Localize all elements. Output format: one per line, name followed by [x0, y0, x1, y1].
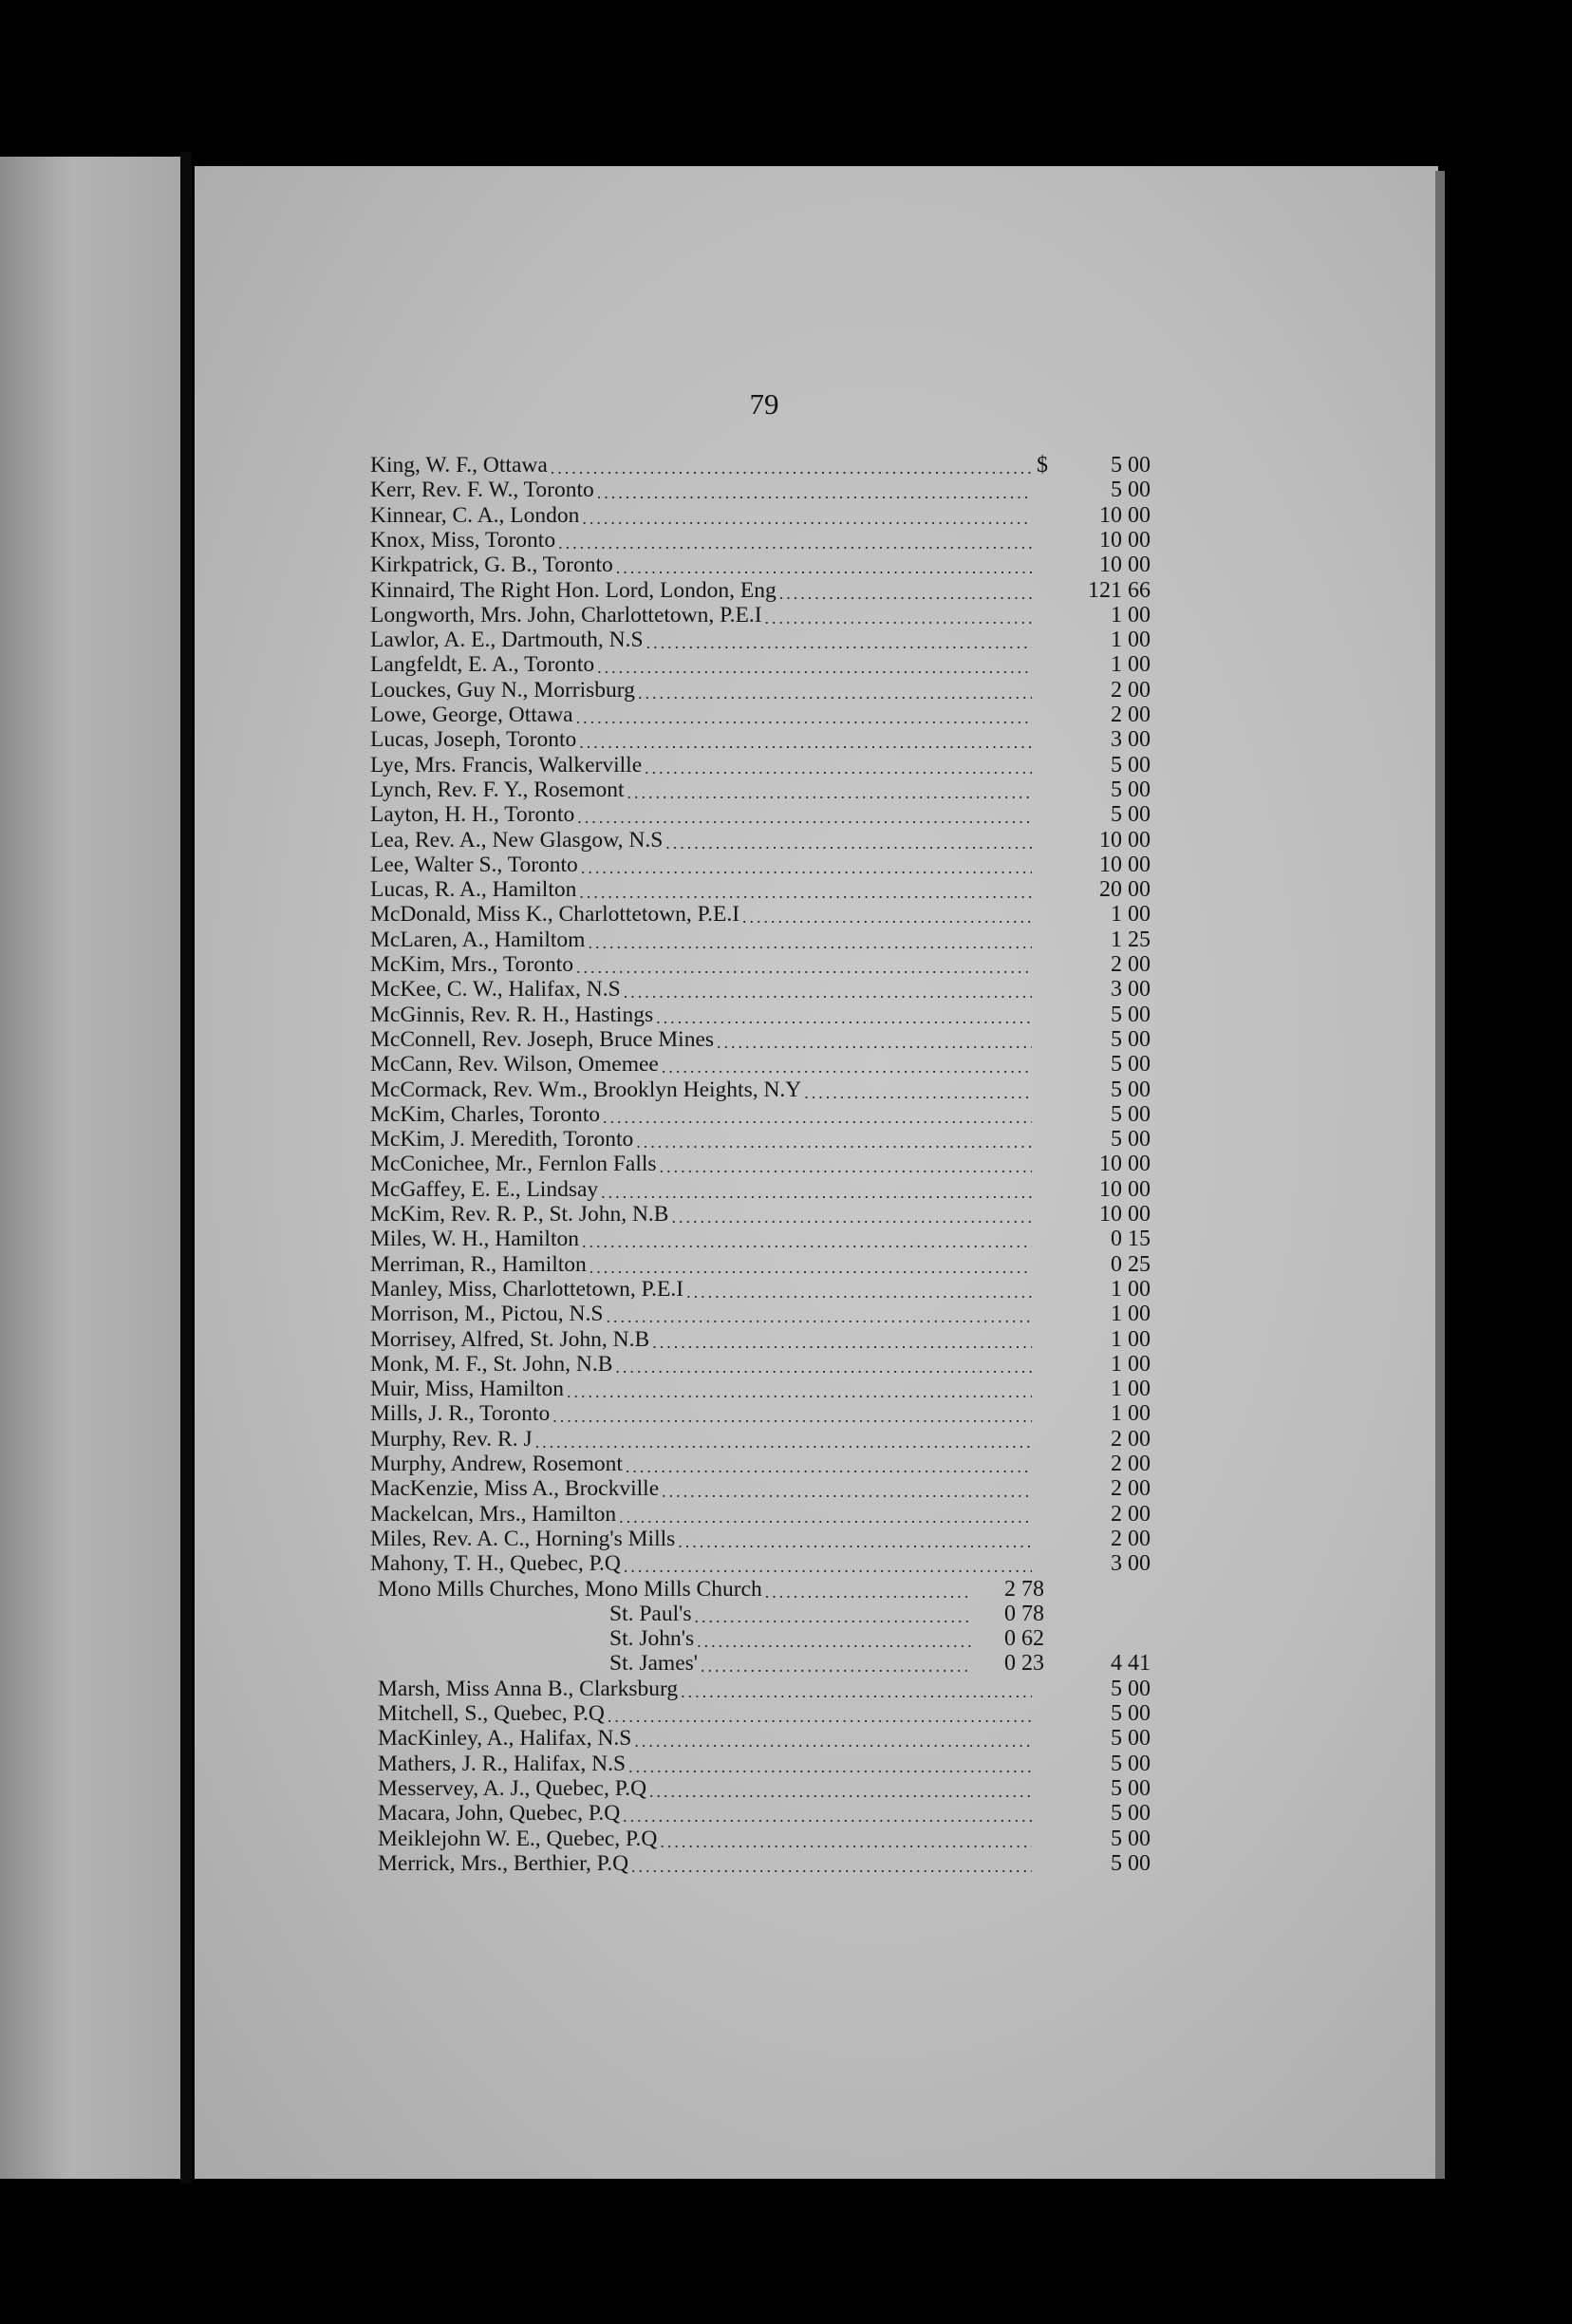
dot-leader	[701, 1656, 971, 1677]
amount-cents: 15	[1128, 1227, 1151, 1252]
list-item	[370, 877, 1566, 903]
entry-name: Murphy, Andrew, Rosemont	[370, 1452, 623, 1476]
currency-symbol: $	[1037, 453, 1048, 478]
amount-dollars: 2	[1111, 703, 1122, 727]
amount-dollars: 5	[1111, 1775, 1122, 1801]
subtotal-dollars: 0	[1004, 1601, 1016, 1626]
subtotal-dollars: 0	[1004, 1651, 1016, 1677]
list-item	[378, 1776, 1572, 1802]
amount-cents: 00	[1128, 1077, 1151, 1102]
entry-name: Miles, W. H., Hamilton	[370, 1227, 579, 1252]
entry-name: Lucas, Joseph, Toronto	[370, 727, 577, 753]
amount-dollars: 1	[1111, 1302, 1122, 1327]
amount-cents: 00	[1128, 1002, 1151, 1027]
subtotal-cents: 78	[1021, 1601, 1044, 1626]
dot-leader	[671, 1207, 1032, 1228]
amount-cents: 00	[1128, 1351, 1151, 1377]
page-number: 79	[749, 387, 779, 421]
dot-leader	[656, 1007, 1032, 1028]
entry-name: St. Paul's	[609, 1601, 692, 1626]
amount-dollars: 2	[1111, 1476, 1122, 1502]
entry-name: Macara, John, Quebec, P.Q	[378, 1801, 621, 1827]
list-item	[370, 603, 1566, 628]
dot-leader	[627, 782, 1032, 803]
entry-name: McCormack, Rev. Wm., Brooklyn Heights, N.Y	[370, 1077, 802, 1102]
amount-cents: 00	[1128, 1551, 1151, 1577]
amount-dollars: 1	[1111, 1326, 1122, 1352]
amount-cents: 00	[1128, 1052, 1151, 1078]
dot-leader	[695, 1606, 971, 1627]
amount-cents: 00	[1128, 703, 1151, 727]
amount-cents: 00	[1128, 952, 1151, 977]
entry-name: McGaffey, E. E., Lindsay	[370, 1176, 599, 1202]
amount-cents: 00	[1128, 1202, 1151, 1227]
amount-dollars: 5	[1111, 802, 1122, 828]
entry-name: Murphy, Rev. R. J	[370, 1426, 533, 1452]
list-item	[370, 977, 1566, 1003]
dot-leader	[558, 533, 1032, 553]
entry-name: Langfeldt, E. A., Toronto	[370, 652, 595, 678]
entry-name: Marsh, Miss Anna B., Clarksburg	[378, 1676, 679, 1701]
dot-leader	[665, 833, 1032, 853]
amount-cents: 00	[1128, 1501, 1151, 1527]
entry-name: Lye, Mrs. Francis, Walkerville	[370, 752, 643, 778]
list-item	[370, 1502, 1566, 1527]
amount-cents: 00	[1128, 1176, 1151, 1202]
entry-name: Manley, Miss, Charlottetown, P.E.I	[370, 1276, 684, 1302]
list-item	[370, 652, 1566, 678]
entry-name: Mahony, T. H., Quebec, P.Q	[370, 1551, 621, 1577]
entry-name: Knox, Miss, Toronto	[370, 527, 556, 553]
entry-name: Monk, M. F., St. John, N.B	[370, 1351, 613, 1377]
amount-dollars: 1	[1111, 652, 1122, 678]
entry-name: Kirkpatrick, G. B., Toronto	[370, 553, 613, 578]
amount-cents: 00	[1128, 1152, 1151, 1177]
dot-leader	[638, 683, 1032, 703]
amount-cents: 00	[1128, 453, 1151, 478]
entry-name: Muir, Miss, Hamilton	[370, 1377, 565, 1402]
entry-name: Miles, Rev. A. C., Horning's Mills	[370, 1526, 676, 1551]
amount-cents: 00	[1128, 527, 1151, 553]
list-item	[370, 1277, 1566, 1303]
list-item	[370, 1127, 1566, 1153]
amount-cents: 00	[1128, 1426, 1151, 1452]
dot-leader	[588, 932, 1032, 953]
amount-dollars: 5	[1111, 777, 1122, 802]
amount-dollars: 2	[1111, 1526, 1122, 1551]
list-item	[370, 678, 1566, 703]
dot-leader	[804, 1082, 1032, 1103]
amount-dollars: 2	[1111, 1501, 1122, 1527]
amount-dollars: 4	[1111, 1651, 1122, 1677]
amount-dollars: 1	[1111, 1351, 1122, 1377]
dot-leader	[631, 1856, 1032, 1877]
list-item	[370, 1427, 1566, 1452]
list-item	[370, 528, 1566, 553]
dot-leader	[577, 807, 1032, 828]
dot-leader	[616, 557, 1032, 578]
amount-cents: 00	[1128, 1701, 1151, 1726]
amount-dollars: 2	[1111, 952, 1122, 977]
list-item	[609, 1626, 1572, 1652]
dot-leader	[535, 1432, 1032, 1452]
entry-name: Lynch, Rev. F. Y., Rosemont	[370, 777, 625, 802]
amount-cents: 00	[1128, 752, 1151, 778]
amount-cents: 00	[1128, 1452, 1151, 1476]
dot-leader	[567, 1381, 1032, 1402]
entry-name: Lawlor, A. E., Dartmouth, N.S	[370, 628, 644, 653]
dot-leader	[649, 1781, 1032, 1802]
amount-dollars: 5	[1111, 1077, 1122, 1102]
amount-dollars: 5	[1111, 1676, 1122, 1701]
list-item	[370, 1102, 1566, 1128]
dot-leader	[608, 1706, 1032, 1727]
entry-name: McLaren, A., Hamiltom	[370, 927, 586, 952]
entry-name: Kerr, Rev. F. W., Toronto	[370, 478, 594, 503]
list-item	[370, 478, 1566, 503]
dot-leader	[636, 1132, 1032, 1153]
amount-dollars: 0	[1111, 1251, 1122, 1277]
amount-cents: 00	[1128, 1801, 1151, 1827]
dot-leader	[765, 608, 1032, 628]
amount-cents: 00	[1128, 1377, 1151, 1402]
amount-dollars: 5	[1111, 1026, 1122, 1052]
list-item	[609, 1651, 1572, 1677]
amount-dollars: 5	[1111, 1826, 1122, 1851]
amount-cents: 00	[1128, 1476, 1151, 1502]
list-item	[370, 1052, 1566, 1078]
entry-name: McKee, C. W., Halifax, N.S	[370, 977, 621, 1003]
dot-leader	[606, 1306, 1032, 1327]
dot-leader	[597, 482, 1032, 503]
entry-name: Merrick, Mrs., Berthier, P.Q	[378, 1850, 629, 1876]
entry-name: MacKinley, A., Halifax, N.S	[378, 1726, 632, 1752]
list-item	[370, 1352, 1566, 1378]
list-item	[370, 1401, 1566, 1427]
list-item	[370, 1527, 1566, 1552]
amount-cents: 00	[1128, 802, 1151, 828]
entry-name: McKim, Rev. R. P., St. John, N.B	[370, 1202, 669, 1227]
list-item	[370, 1078, 1566, 1103]
entry-name: McKim, J. Meredith, Toronto	[370, 1127, 634, 1153]
entry-name: Morrisey, Alfred, St. John, N.B	[370, 1326, 650, 1352]
amount-cents: 00	[1128, 1401, 1151, 1427]
entry-name: Lea, Rev. A., New Glasgow, N.S	[370, 827, 664, 853]
list-item	[370, 503, 1566, 529]
dot-leader	[765, 1582, 971, 1602]
dot-leader	[779, 583, 1032, 604]
list-item	[378, 1752, 1572, 1777]
amount-dollars: 5	[1111, 1002, 1122, 1027]
list-item	[378, 1851, 1572, 1877]
amount-cents: 00	[1128, 478, 1151, 503]
amount-dollars: 3	[1111, 977, 1122, 1003]
dot-leader	[601, 1182, 1032, 1203]
list-item	[370, 553, 1566, 578]
amount-cents: 00	[1128, 1526, 1151, 1551]
amount-cents: 00	[1128, 877, 1151, 903]
amount-cents: 41	[1128, 1651, 1151, 1677]
amount-cents: 00	[1128, 602, 1151, 628]
amount-dollars: 1	[1111, 602, 1122, 628]
amount-cents: 00	[1128, 777, 1151, 802]
dot-leader	[646, 632, 1032, 653]
dot-leader	[551, 458, 1032, 478]
amount-cents: 00	[1128, 1826, 1151, 1851]
list-item	[378, 1701, 1572, 1727]
list-item	[378, 1801, 1572, 1827]
list-item	[370, 1202, 1566, 1228]
amount-cents: 66	[1128, 577, 1151, 603]
dot-leader	[579, 882, 1032, 903]
entry-name: Merriman, R., Hamilton	[370, 1251, 587, 1277]
dot-leader	[742, 907, 1032, 928]
amount-cents: 00	[1128, 852, 1151, 877]
entry-name: King, W. F., Ottawa	[370, 453, 548, 478]
dot-leader	[623, 1806, 1032, 1827]
amount-cents: 00	[1128, 1676, 1151, 1701]
amount-cents: 00	[1128, 628, 1151, 653]
amount-dollars: 10	[1099, 852, 1122, 877]
entry-name: St. James'	[609, 1651, 699, 1677]
amount-dollars: 20	[1099, 877, 1122, 903]
dot-leader	[662, 1057, 1032, 1078]
dot-leader	[603, 1107, 1032, 1128]
dot-leader	[660, 1156, 1032, 1177]
dot-leader	[717, 1032, 1032, 1053]
dot-leader	[581, 857, 1032, 878]
dot-leader	[697, 1631, 971, 1652]
dot-leader	[579, 732, 1032, 753]
entry-name: Layton, H. H., Toronto	[370, 802, 575, 828]
dot-leader	[626, 1456, 1032, 1477]
amount-dollars: 5	[1111, 453, 1122, 478]
amount-cents: 00	[1128, 1127, 1151, 1153]
entry-name: Mathers, J. R., Halifax, N.S	[378, 1751, 627, 1776]
list-item	[370, 1003, 1566, 1028]
list-item	[370, 1551, 1566, 1577]
list-item	[370, 952, 1566, 978]
amount-dollars: 5	[1111, 752, 1122, 778]
list-item	[370, 1027, 1566, 1053]
list-item	[370, 753, 1566, 778]
amount-cents: 00	[1128, 502, 1151, 528]
amount-cents: 00	[1128, 977, 1151, 1003]
amount-dollars: 2	[1111, 1452, 1122, 1476]
amount-cents: 00	[1128, 1775, 1151, 1801]
entry-name: Meiklejohn W. E., Quebec, P.Q	[378, 1826, 658, 1851]
list-item	[370, 802, 1566, 828]
amount-dollars: 2	[1111, 677, 1122, 703]
list-item	[378, 1677, 1572, 1702]
list-item	[370, 1252, 1566, 1278]
dot-leader	[582, 1231, 1032, 1252]
amount-dollars: 10	[1099, 553, 1122, 578]
entry-name: Longworth, Mrs. John, Charlottetown, P.E.I	[370, 602, 762, 628]
dot-leader	[576, 707, 1032, 728]
amount-dollars: 5	[1111, 1801, 1122, 1827]
list-item	[370, 1452, 1566, 1477]
list-item	[378, 1577, 1572, 1602]
entry-name: Lee, Walter S., Toronto	[370, 852, 578, 877]
dot-leader	[634, 1731, 1032, 1752]
list-item	[370, 628, 1566, 653]
dot-leader	[582, 508, 1032, 529]
amount-dollars: 1	[1111, 1401, 1122, 1427]
list-item	[370, 928, 1566, 953]
list-item	[370, 1227, 1566, 1252]
list-item	[370, 1152, 1566, 1177]
list-item	[370, 727, 1566, 753]
entry-name: McKim, Charles, Toronto	[370, 1101, 601, 1127]
subtotal-cents: 23	[1021, 1651, 1044, 1677]
subtotal-cents: 78	[1021, 1576, 1044, 1602]
list-item	[370, 853, 1566, 878]
subtotal-dollars: 0	[1004, 1626, 1016, 1652]
dot-leader	[681, 1681, 1032, 1702]
list-item	[378, 1726, 1572, 1752]
amount-cents: 00	[1128, 1101, 1151, 1127]
entry-name: McConichee, Mr., Fernlon Falls	[370, 1152, 657, 1177]
entry-name: McConnell, Rev. Joseph, Bruce Mines	[370, 1026, 715, 1052]
subtotal-cents: 62	[1021, 1626, 1044, 1652]
entry-name: MacKenzie, Miss A., Brockville	[370, 1476, 660, 1502]
amount-cents: 00	[1128, 553, 1151, 578]
dot-leader	[590, 1257, 1032, 1278]
amount-cents: 25	[1128, 1251, 1151, 1277]
dot-leader	[615, 1357, 1032, 1378]
entry-name: McGinnis, Rev. R. H., Hastings	[370, 1002, 654, 1027]
list-item	[370, 1476, 1566, 1502]
list-item	[370, 828, 1566, 853]
amount-dollars: 5	[1111, 1850, 1122, 1876]
dot-leader	[652, 1332, 1032, 1353]
amount-dollars: 5	[1111, 1701, 1122, 1726]
amount-dollars: 0	[1111, 1227, 1122, 1252]
amount-dollars: 10	[1099, 1202, 1122, 1227]
list-item	[378, 1827, 1572, 1852]
entry-name: Morrison, M., Pictou, N.S	[370, 1302, 604, 1327]
amount-cents: 00	[1128, 727, 1151, 753]
dot-leader	[686, 1282, 1032, 1303]
facing-page-edge	[0, 157, 180, 2179]
amount-cents: 00	[1128, 1751, 1151, 1776]
dot-leader	[660, 1831, 1032, 1852]
list-item	[370, 578, 1566, 604]
amount-dollars: 10	[1099, 502, 1122, 528]
amount-dollars: 10	[1099, 1176, 1122, 1202]
amount-cents: 00	[1128, 677, 1151, 703]
entry-name: Mackelcan, Mrs., Hamilton	[370, 1501, 617, 1527]
dot-leader	[576, 957, 1032, 978]
amount-cents: 00	[1128, 652, 1151, 678]
entry-name: McCann, Rev. Wilson, Omemee	[370, 1052, 659, 1078]
amount-dollars: 10	[1099, 1152, 1122, 1177]
list-item	[370, 453, 1566, 478]
list-item	[370, 703, 1566, 728]
amount-cents: 00	[1128, 1302, 1151, 1327]
dot-leader	[624, 1556, 1032, 1577]
list-item	[370, 1302, 1566, 1327]
list-item	[609, 1602, 1572, 1627]
dot-leader	[662, 1481, 1032, 1502]
dot-leader	[552, 1406, 1032, 1427]
subtotal-dollars: 2	[1004, 1576, 1016, 1602]
amount-cents: 00	[1128, 827, 1151, 853]
entry-name: St. John's	[609, 1626, 695, 1652]
amount-cents: 00	[1128, 1026, 1151, 1052]
entry-name: Mills, J. R., Toronto	[370, 1401, 551, 1427]
amount-dollars: 1	[1111, 927, 1122, 952]
amount-cents: 00	[1128, 902, 1151, 928]
list-item	[370, 778, 1566, 803]
amount-cents: 25	[1128, 927, 1151, 952]
dot-leader	[619, 1507, 1032, 1527]
amount-dollars: 5	[1111, 1726, 1122, 1752]
entry-name: McDonald, Miss K., Charlottetown, P.E.I	[370, 902, 740, 928]
amount-dollars: 1	[1111, 1276, 1122, 1302]
list-item	[370, 1377, 1566, 1402]
entry-name: Kinnaird, The Right Hon. Lord, London, Eng	[370, 577, 777, 603]
amount-dollars: 5	[1111, 1751, 1122, 1776]
book-gutter	[180, 152, 192, 2183]
entry-name: Lucas, R. A., Hamilton	[370, 877, 577, 903]
amount-dollars: 2	[1111, 1426, 1122, 1452]
entry-name: Lowe, George, Ottawa	[370, 703, 573, 727]
dot-leader	[678, 1531, 1032, 1552]
amount-dollars: 121	[1088, 577, 1122, 603]
amount-dollars: 5	[1111, 1127, 1122, 1153]
dot-leader	[628, 1756, 1032, 1777]
amount-dollars: 3	[1111, 727, 1122, 753]
list-item	[370, 1177, 1566, 1203]
entry-name: Messervey, A. J., Quebec, P.Q	[378, 1775, 647, 1801]
entry-name: Mitchell, S., Quebec, P.Q	[378, 1701, 605, 1726]
entry-name: Kinnear, C. A., London	[370, 502, 580, 528]
amount-dollars: 1	[1111, 1377, 1122, 1402]
amount-dollars: 5	[1111, 1101, 1122, 1127]
amount-dollars: 10	[1099, 527, 1122, 553]
amount-dollars: 10	[1099, 827, 1122, 853]
entry-name: Mono Mills Churches, Mono Mills Church	[378, 1576, 762, 1602]
dot-leader	[624, 982, 1032, 1003]
amount-cents: 00	[1128, 1326, 1151, 1352]
amount-cents: 00	[1128, 1726, 1151, 1752]
entry-name: Louckes, Guy N., Morrisburg	[370, 677, 635, 703]
dot-leader	[645, 758, 1032, 778]
entry-name: McKim, Mrs., Toronto	[370, 952, 573, 977]
amount-dollars: 3	[1111, 1551, 1122, 1577]
amount-dollars: 5	[1111, 478, 1122, 503]
dot-leader	[597, 657, 1032, 678]
amount-dollars: 5	[1111, 1052, 1122, 1078]
amount-dollars: 1	[1111, 902, 1122, 928]
list-item	[370, 1327, 1566, 1353]
list-item	[370, 902, 1566, 928]
amount-dollars: 1	[1111, 628, 1122, 653]
amount-cents: 00	[1128, 1276, 1151, 1302]
amount-cents: 00	[1128, 1850, 1151, 1876]
